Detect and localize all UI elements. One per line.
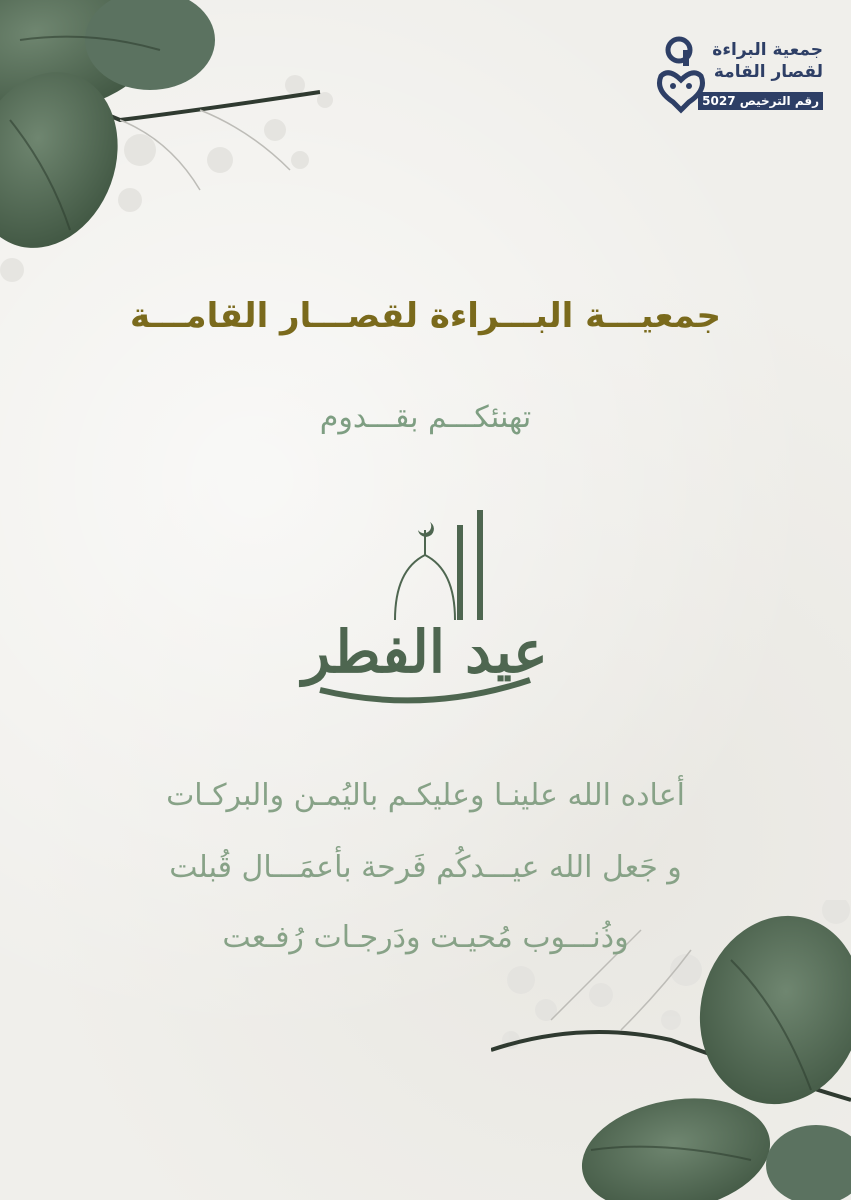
association-logo [653, 34, 823, 114]
greeting-line-1: أعاده الله علينـا وعليكـم باليُمـن والبركـات [166, 778, 685, 813]
logo-name-line1: جمعية البراءة [712, 40, 823, 60]
greeting-line-2: و جَعل الله عيـــدكُم فَرحة بأعمَـــال قُبلت [169, 850, 682, 885]
logo-license-number: رقم الترخيص 5027 [698, 92, 823, 110]
logo-name-line2: لقصار القامة [713, 62, 823, 82]
eid-al-fitr-text: عيد الفطر [302, 618, 548, 686]
eid-calligraphy [300, 500, 550, 715]
greeting-line-3: وذُنـــوب مُحيـت ودَرجـات رُفـعت [222, 920, 629, 955]
greeting-subtitle: تهنئكـــم بقـــدوم [319, 400, 532, 435]
association-title: جمعيـــة البـــراءة لقصـــار القامـــة [130, 296, 721, 336]
floral-branch-top-left [0, 0, 360, 300]
